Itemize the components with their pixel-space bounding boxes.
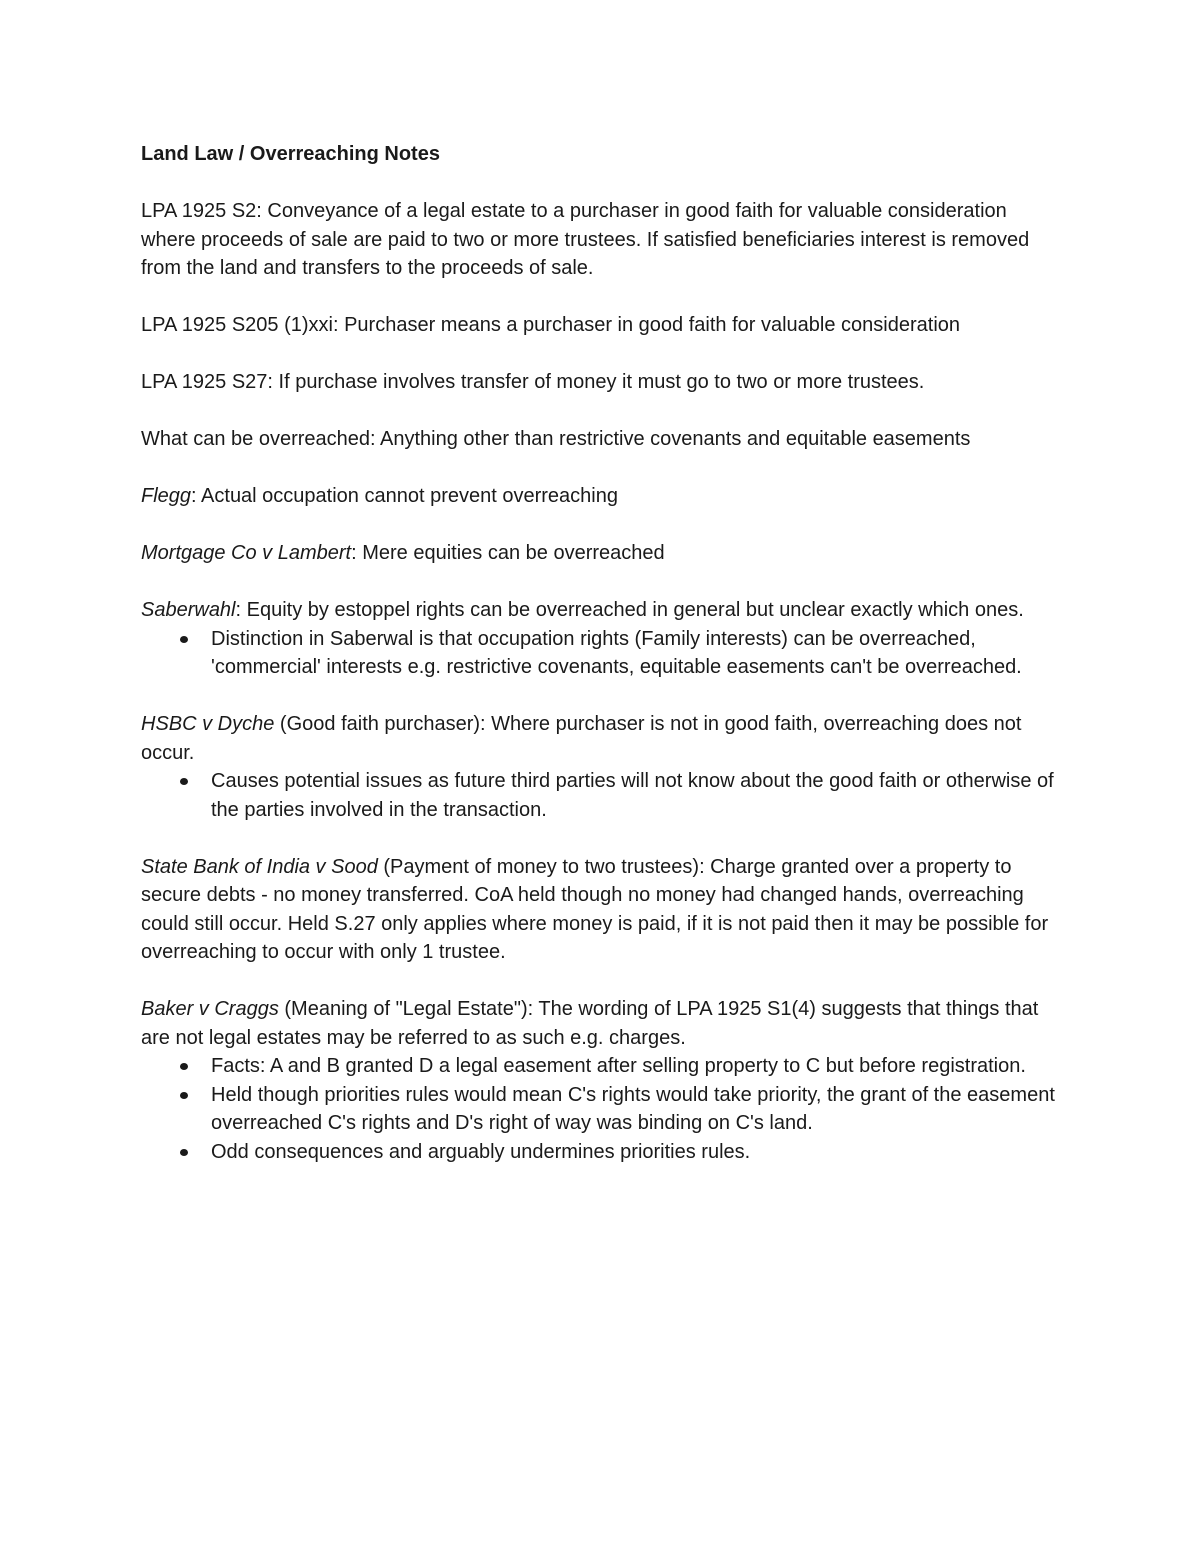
- case-name: State Bank of India v Sood: [141, 855, 378, 878]
- case-name: Mortgage Co v Lambert: [141, 542, 352, 564]
- case-text: (Meaning of "Legal Estate"): The wording of LPA 1925 S1(4) suggests that things that are not legal estates may be referred to as such e.g. charges.: [141, 998, 1039, 1049]
- bullet-text: Held though priorities rules would mean C's rights would take priority, the grant of the easement overreached C's rights and D's right of way was binding on C's land.: [211, 1083, 1055, 1134]
- case-name: HSBC v Dyche: [141, 713, 275, 735]
- bullet-text: Distinction in Saberwal is that occupation rights (Family interests) can be overreached, 'commercial' interests e.g. restrictive covenants, equitable easements can't be overreached.: [211, 627, 1022, 678]
- craggs-bullet-list: [141, 1052, 1066, 1166]
- case-flegg: [141, 482, 1066, 511]
- bullet-text: Causes potential issues as future third parties will not know about the good faith or otherwise of the parties involved in the transaction.: [211, 770, 1054, 821]
- bullet-icon: [180, 1149, 188, 1156]
- bullet-icon: [180, 636, 188, 643]
- note-lpa-s27: LPA 1925 S27: If purchase involves transfer of money it must go to two or more trustees.: [141, 371, 925, 393]
- case-text: (Good faith purchaser): Where purchaser is not in good faith, overreaching does not occur.: [141, 713, 1022, 764]
- document-page: [141, 140, 1066, 1195]
- document-title: Land Law / Overreaching Notes: [141, 143, 440, 165]
- case-name: Baker v Craggs: [141, 998, 279, 1020]
- note-what-can-be-overreached: What can be overreached: Anything other than restrictive covenants and equitable easements: [141, 428, 971, 450]
- case-dyche: [141, 710, 1066, 767]
- case-text: : Equity by estoppel rights can be overreached in general but unclear exactly which ones.: [235, 599, 1024, 621]
- note-lpa-s2: LPA 1925 S2: Conveyance of a legal estate to a purchaser in good faith for valuable consideration where proceeds of sale are paid to two or more trustees. If satisfied beneficiaries interest is removed from the land and transfers to the proceeds of sale.: [141, 200, 1030, 279]
- bullet-icon: [180, 1063, 188, 1070]
- dyche-bullet-list: [141, 767, 1066, 824]
- case-lambert: [141, 539, 1066, 568]
- case-craggs: [141, 995, 1066, 1052]
- saberwahl-bullet-list: [141, 625, 1066, 682]
- case-text: : Actual occupation cannot prevent overreaching: [191, 485, 618, 507]
- note-lpa-s205: LPA 1925 S205 (1)xxi: Purchaser means a purchaser in good faith for valuable consideration: [141, 314, 961, 336]
- case-name: Flegg: [141, 485, 192, 507]
- bullet-icon: [180, 1092, 188, 1099]
- list-item: [141, 1052, 1066, 1081]
- bullet-text: Odd consequences and arguably undermines priorities rules.: [211, 1140, 751, 1163]
- case-text: (Payment of money to two trustees): Charge granted over a property to secure debts - no money transferred. CoA held though no money had changed hands, overreaching could still occur. Held S.27 only applies where money is paid, if it is not paid then it may be possible for overreaching to occur with only 1 trustee.: [141, 855, 1049, 963]
- list-item: [141, 625, 1066, 682]
- case-text: : Mere equities can be overreached: [351, 542, 665, 564]
- list-item: [141, 1138, 1066, 1167]
- case-saberwahl: [141, 596, 1066, 625]
- bullet-text: Facts: A and B granted D a legal easement after selling property to C but before registration.: [211, 1055, 1026, 1077]
- list-item: [141, 1081, 1066, 1138]
- list-item: [141, 767, 1066, 824]
- case-name: Saberwahl: [141, 599, 236, 621]
- bullet-icon: [180, 778, 188, 785]
- case-sood: [141, 853, 1066, 967]
